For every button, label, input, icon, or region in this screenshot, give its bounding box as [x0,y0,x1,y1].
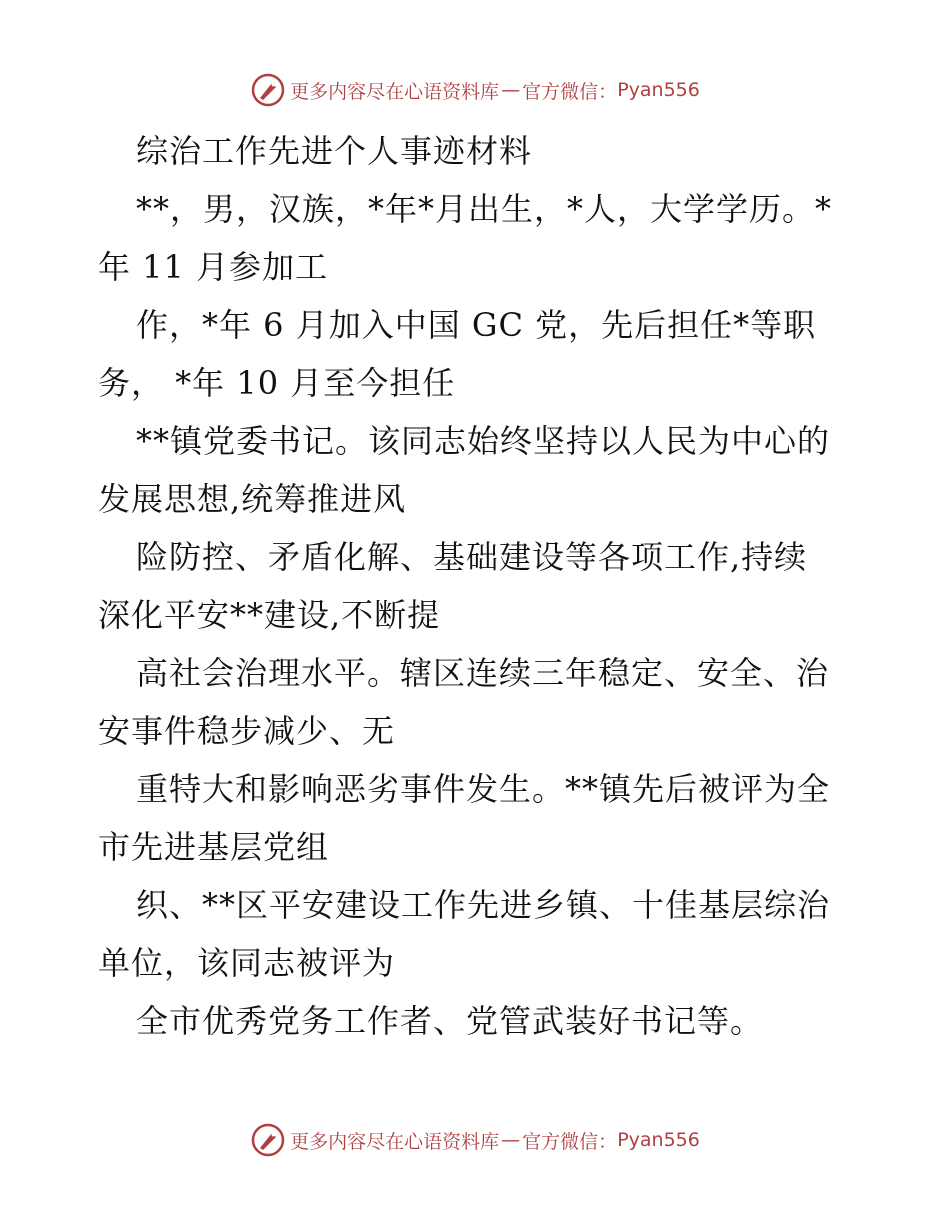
footer-watermark [0,1120,950,1160]
paragraph-line: 重特大和影响恶劣事件发生。**镇先后被评为全 [136,770,831,808]
paragraph-line: 高社会治理水平。辖区连续三年稳定、安全、治 [136,654,830,692]
document-body [98,122,858,1050]
paragraph-line: 市先进基层党组 [98,828,330,866]
paragraph-line: 作，*年 6 月加入中国 GC 党，先后担任*等职 [136,306,817,344]
paragraph-line: 安事件稳步减少、无 [98,712,396,750]
paragraph-line: **镇党委书记。该同志始终坚持以人民为中心的 [136,422,831,460]
paragraph-line: 务， *年 10 月至今担任 [98,364,456,402]
pen-nib-icon [250,72,286,108]
document-title: 综治工作先进个人事迹材料 [136,132,533,170]
header-watermark [0,70,950,110]
watermark-dash: — [501,79,521,101]
watermark-official: 官方微信： [522,1130,618,1153]
watermark-wechat-id: Pyan556 [617,1129,700,1151]
watermark-official: 官方微信： [522,80,618,103]
watermark-wechat-id: Pyan556 [617,79,700,101]
watermark-dash: — [501,1129,521,1151]
watermark-text: 更多内容尽在心语资料库 [290,80,500,103]
pen-nib-icon [250,1122,286,1158]
paragraph-line: 单位，该同志被评为 [98,944,396,982]
watermark-text: 更多内容尽在心语资料库 [290,1130,500,1153]
paragraph-line: 全市优秀党务工作者、党管武装好书记等。 [136,1002,764,1040]
paragraph-line: 年 11 月参加工 [98,248,329,286]
paragraph-line: 织、**区平安建设工作先进乡镇、十佳基层综治 [136,886,831,924]
paragraph-line: 险防控、矛盾化解、基础建设等各项工作,持续 [136,538,808,576]
paragraph-line: **，男，汉族，*年*月出生，*人，大学学历。* [136,190,833,228]
paragraph-line: 发展思想,统筹推进风 [98,480,407,518]
paragraph-line: 深化平安**建设,不断提 [98,596,441,634]
